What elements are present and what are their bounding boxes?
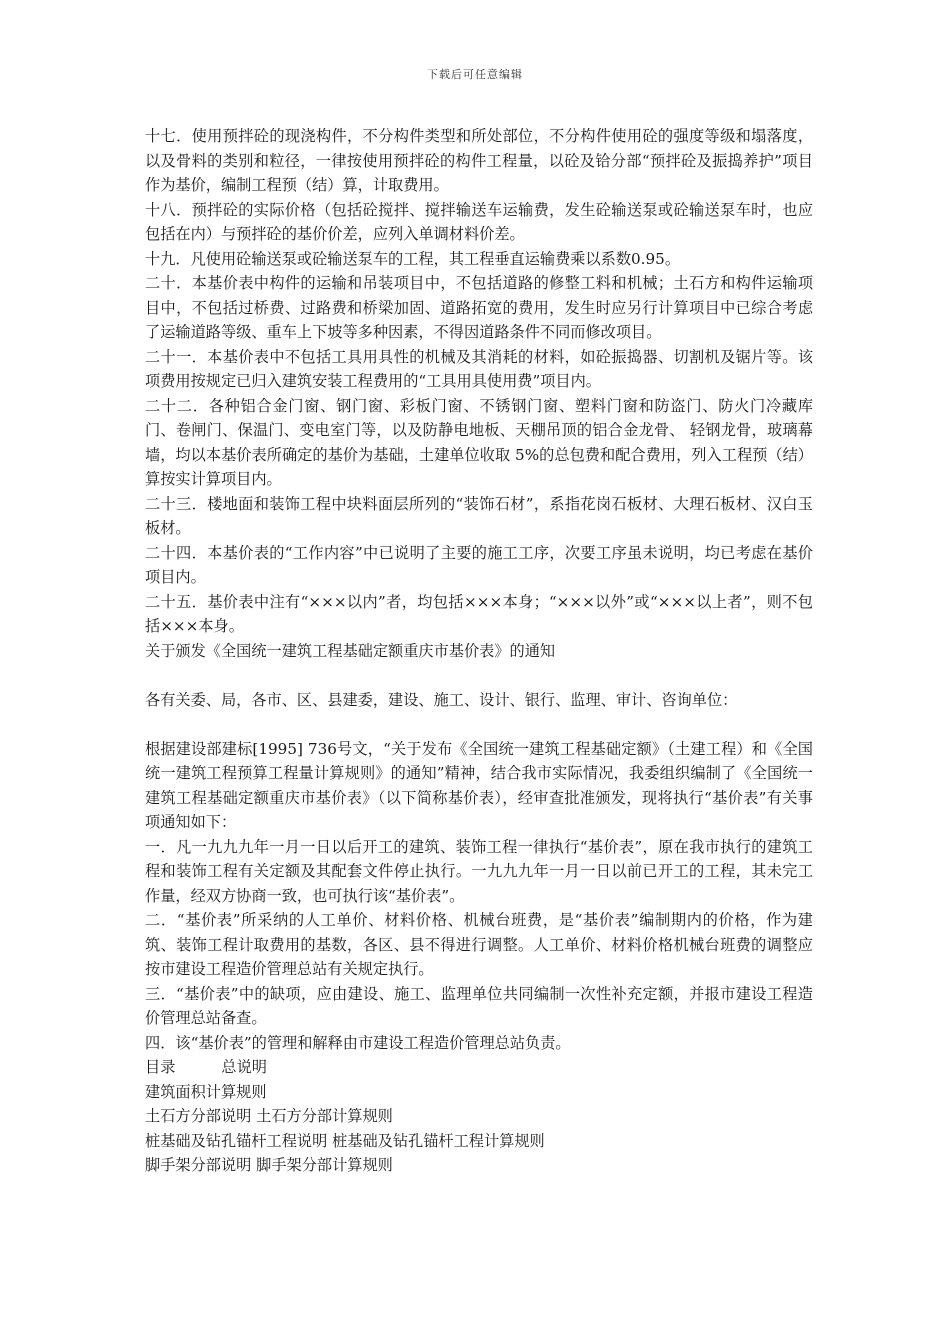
document-body (145, 124, 813, 1178)
rule-18: 十八．预拌砼的实际价格（包括砼搅拌、搅拌输送车运输费，发生砼输送泵或砼输送泵车时，也应包括在内）与预拌砼的基价价差，应列入单调材料价差。 (145, 200, 813, 243)
blank-line (145, 663, 813, 688)
notice-item-3: 三．“基价表”中的缺项，应由建设、施工、监理单位共同编制一次性补充定额，并报市建设工程造价管理总站备查。 (145, 984, 813, 1027)
rule-21: 二十一．本基价表中不包括工具用具性的机械及其消耗的材料，如砼振捣器、切割机及锯片等。该项费用按规定已归入建筑安装工程费用的“工具用具使用费”项目内。 (145, 347, 813, 390)
toc-label: 目录 (145, 1058, 176, 1076)
toc-entry: 土石方分部说明 土石方分部计算规则 (145, 1107, 393, 1125)
notice-title: 关于颁发《全国统一建筑工程基础定额重庆市基价表》的通知 (145, 641, 556, 660)
notice-item-4: 四．该“基价表”的管理和解释由市建设工程造价管理总站负责。 (145, 1033, 571, 1052)
rule-23: 二十三．楼地面和装饰工程中块料面层所列的“装饰石材”，系指花岗石板材、大理石板材、汉白玉板材。 (145, 494, 813, 537)
toc-first-entry: 总说明 (221, 1058, 267, 1076)
toc-heading (145, 1055, 813, 1080)
notice-item-1: 一．凡一九九九年一月一日以后开工的建筑、装饰工程一律执行“基价表”，原在我市执行的建筑工程和装饰工程有关定额及其配套文件停止执行。一九九九年一月一日以前已开工的工程，其未完工作量，经双方协商一致，也可执行该“基价表”。 (145, 837, 813, 905)
notice-item-2: 二．“基价表”所采纳的人工单价、材料价格、机械台班费，是“基价表”编制期内的价格，作为建筑、装饰工程计取费用的基数，各区、县不得进行调整。人工单价、材料价格机械台班费的调整应按市建设工程造价管理总站有关规定执行。 (145, 911, 813, 978)
rule-22: 二十二．各种铝合金门窗、钢门窗、彩板门窗、不锈钢门窗、塑料门窗和防盗门、防火门冷藏库门、卷闸门、保温门、变电室门等，以及防静电地板、天棚吊顶的铝合金龙骨、 轻钢龙骨，玻璃幕墙，均以本基价表所确定的基价为基础，土建单位收取 5%的总包费和配合费用，列入工程预（结）算按实计算项目内。 (145, 396, 813, 488)
rule-25: 二十五．基价表中注有“×××以内”者，均包括×××本身；“×××以外”或“×××以上者”，则不包括×××本身。 (145, 592, 813, 635)
notice-addressee: 各有关委、局，各市、区、县建委，建设、施工、设计、银行、监理、审计、咨询单位： (145, 690, 738, 709)
toc-entry: 建筑面积计算规则 (145, 1082, 267, 1101)
notice-intro: 根据建设部建标[1995] 736号文，“关于发布《全国统一建筑工程基础定额》（土建工程）和《全国统一建筑工程预算工程量计算规则》的通知”精神，结合我市实际情况，我委组织编制了《全国统一建筑工程基础定额重庆市基价表》（以下简称基价表），经审查批准颁发，现将执行“基价表”有关事项通知如下： (145, 739, 813, 831)
rule-20: 二十．本基价表中构件的运输和吊装项目中，不包括道路的修整工料和机械；土石方和构件运输项目中，不包括过桥费、过路费和桥梁加固、道路拓宽的费用，发生时应另行计算项目中已综合考虑了运输道路等级、重车上下坡等多种因素，不得因道路条件不同而修改项目。 (145, 274, 813, 341)
blank-line (145, 712, 813, 737)
rule-17: 十七．使用预拌砼的现浇构件，不分构件类型和所处部位，不分构件使用砼的强度等级和塌落度，以及骨料的类别和粒径，一律按使用预拌砼的构件工程量，以砼及铪分部“预拌砼及振捣养护”项目作为基价，编制工程预（结）算，计取费用。 (145, 127, 813, 194)
toc-entry: 脚手架分部说明 脚手架分部计算规则 (145, 1156, 393, 1174)
page-header-watermark: 下载后可任意编辑 (427, 68, 523, 81)
rule-19: 十九．凡使用砼输送泵或砼输送泵车的工程，其工程垂直运输费乘以系数0.95。 (145, 249, 681, 268)
rule-24: 二十四．本基价表的“工作内容”中已说明了主要的施工工序，次要工序虽未说明，均已考虑在基价项目内。 (145, 543, 813, 586)
toc-entry: 桩基础及钻孔锚杆工程说明 桩基础及钻孔锚杆工程计算规则 (145, 1131, 545, 1150)
